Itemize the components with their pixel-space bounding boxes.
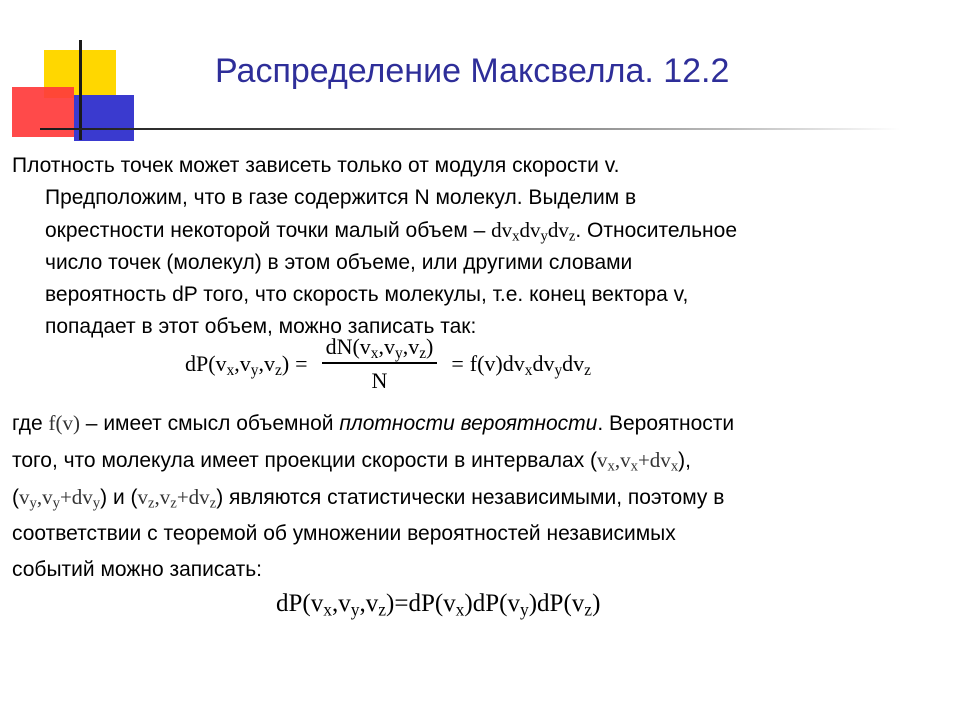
fraction-denominator: N (371, 367, 388, 393)
text-line: событий можно записать: (12, 558, 263, 581)
interval-x: $v_x,v_x+dv_x$ (597, 448, 679, 475)
slide-title: Распределение Максвелла. 12.2 (215, 52, 730, 90)
text-line: число точек (молекул) в этом объеме, или другими словами (45, 251, 633, 274)
text-line-volume: окрестности некоторой точки малый объем – $dv_xdv_ydv_z$. Относительное (45, 218, 738, 245)
text-line: Плотность точек может зависеть только от модуля скорости v. (12, 154, 620, 177)
formula-probability-density (185, 334, 591, 394)
equals-sign: = (451, 350, 464, 376)
text-line: соответствии с теоремой об умножении вероятностей независимых (12, 522, 676, 545)
text-line: того, что молекула имеет проекции скорости в интервалах $(v_x,v_x+dv_x)$, (12, 448, 691, 475)
formula-lhs: $dP(v_x,v_y,v_z)$ (185, 350, 290, 379)
title-underline (40, 128, 900, 130)
function-fv: f(v) (48, 411, 80, 435)
paragraph-intro (12, 150, 942, 343)
text-line: Предположим, что в газе содержится N молекул. Выделим в (45, 186, 637, 209)
text-line: вероятность dP того, что скорость молекулы, т.е. конец вектора v, (45, 283, 689, 306)
paragraph-independence (12, 405, 942, 588)
interval-y: $v_y,v_y+dv_y$ (19, 485, 101, 512)
equals-sign: = (295, 350, 308, 376)
formula-rhs: $f(v)dv_xdv_ydv_z$ (469, 350, 592, 379)
emphasis-term: плотности вероятности (339, 412, 598, 435)
text-line: попадает в этот объем, можно записать так: (45, 315, 477, 338)
interval-z: $v_z,v_z+dv_z$ (137, 485, 217, 512)
fraction (322, 334, 438, 394)
formula-independence-product: $dP(v_x,v_y,v_z)=dP(v_x)dP(v_y)dP(v_z)$ (276, 590, 601, 620)
logo-vertical-line (79, 40, 82, 140)
logo-blue-square (74, 95, 134, 141)
volume-expression: $dv_xdv_ydv_z$ (491, 218, 576, 245)
text-line: $(v_y,v_y+dv_y)$ и $(v_z,v_z+dv_z)$ являются статистически независимыми, поэтому в (12, 485, 725, 512)
fraction-numerator: $dN(v_x,v_y,v_z)$ (325, 334, 434, 362)
text-line: где f(v) – имеет смысл объемной плотности вероятности. Вероятности (12, 411, 735, 435)
